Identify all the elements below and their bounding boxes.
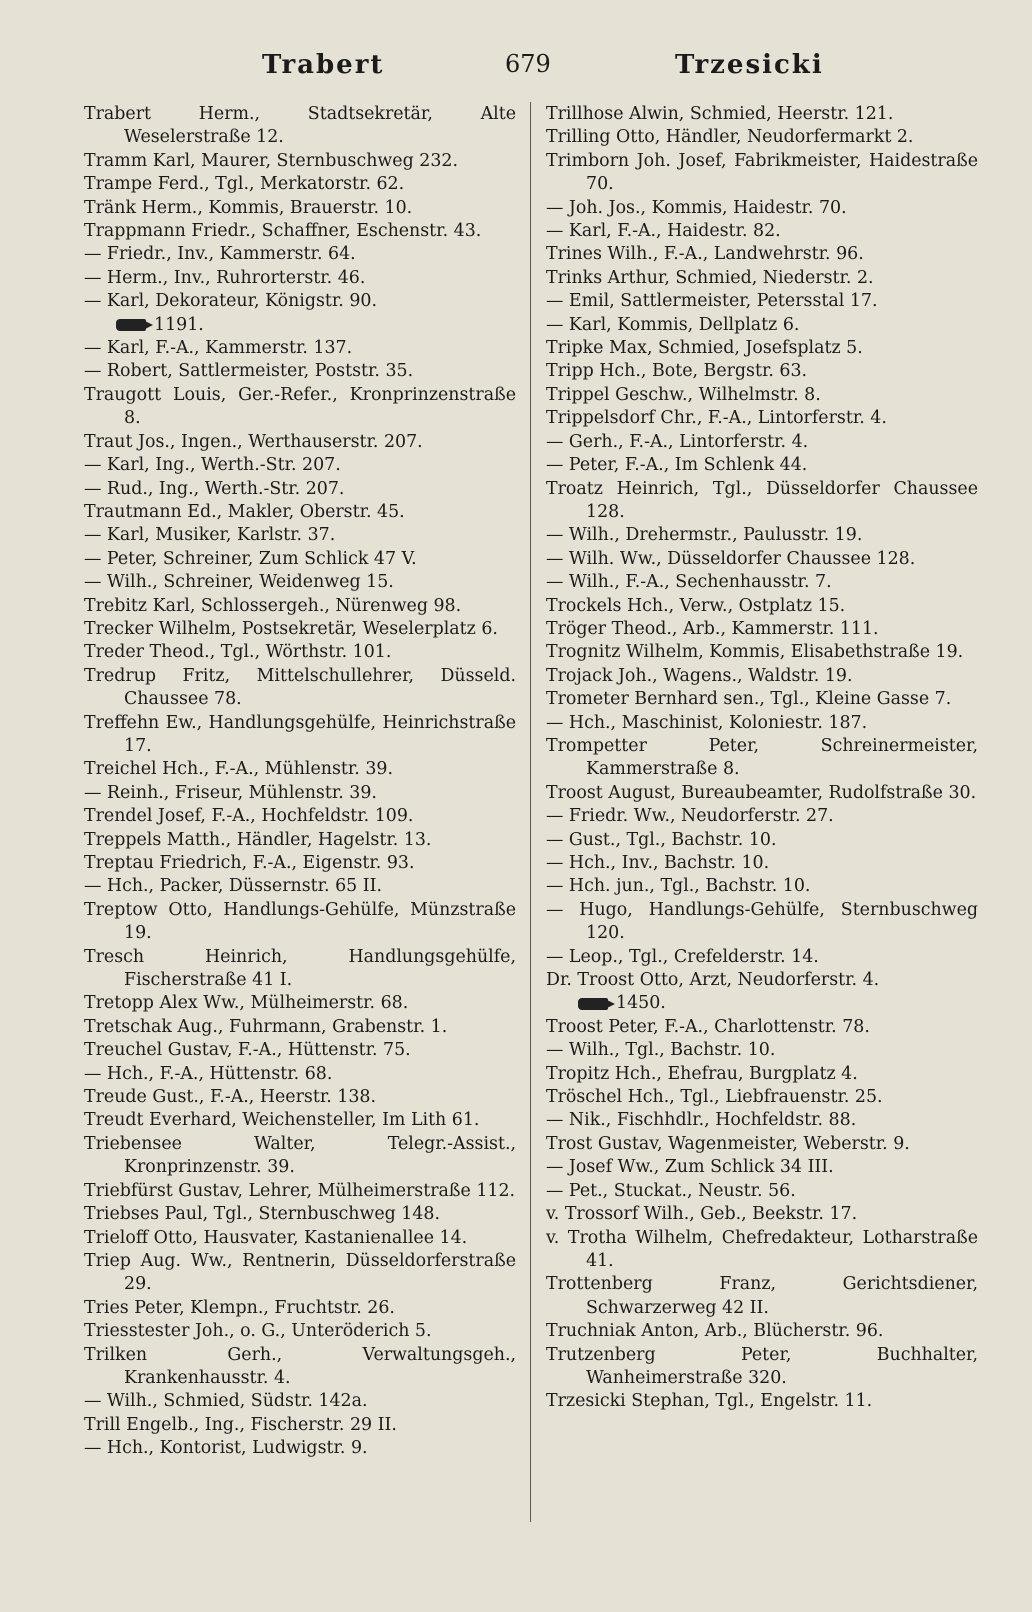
directory-entry (546, 197, 978, 220)
directory-entry (84, 478, 516, 501)
telephone-icon (578, 998, 608, 1010)
entry-text: Trautmann Ed., Makler, Oberstr. 45. (84, 501, 405, 522)
entry-text: Trilling Otto, Händler, Neudorfermarkt 2. (546, 127, 914, 148)
entry-text: — Pet., Stuckat., Neustr. 56. (546, 1180, 796, 1201)
directory-entry (546, 1344, 978, 1391)
directory-entry (546, 1273, 978, 1320)
entry-text: Tripke Max, Schmied, Josefsplatz 5. (546, 338, 863, 359)
directory-entry (84, 1344, 516, 1391)
directory-entry (546, 992, 978, 1015)
entry-text: — Wilh. Ww., Düsseldorfer Chaussee 128. (546, 548, 916, 569)
directory-entry (84, 173, 516, 196)
directory-entry (546, 899, 978, 946)
directory-entry (84, 1297, 516, 1320)
entry-text: Tropitz Hch., Ehefrau, Burgplatz 4. (546, 1063, 858, 1084)
directory-entry (546, 875, 978, 898)
entry-text: — Robert, Sattlermeister, Poststr. 35. (84, 361, 414, 382)
entry-text: Treffehn Ew., Handlungsgehülfe, Heinrichstraße 17. (84, 712, 516, 756)
directory-entry (84, 501, 516, 524)
directory-entry (84, 243, 516, 266)
directory-entry (84, 1086, 516, 1109)
directory-entry (546, 314, 978, 337)
directory-entry (546, 407, 978, 430)
directory-entry (546, 618, 978, 641)
entry-text: Tränk Herm., Kommis, Brauerstr. 10. (84, 197, 413, 218)
directory-entry (546, 1320, 978, 1343)
directory-entry (546, 243, 978, 266)
entry-text: Tramm Karl, Maurer, Sternbuschweg 232. (84, 150, 458, 171)
entry-text: — Hch., F.-A., Hüttenstr. 68. (84, 1063, 333, 1084)
directory-entry (84, 431, 516, 454)
directory-entry (84, 1133, 516, 1180)
directory-entry (84, 150, 516, 173)
entry-text: Trippelsdorf Chr., F.-A., Lintorferstr. 4. (546, 408, 887, 429)
directory-entry (546, 267, 978, 290)
entry-text: — Herm., Inv., Ruhrorterstr. 46. (84, 267, 366, 288)
directory-entry (84, 360, 516, 383)
directory-entry (84, 829, 516, 852)
entry-text: Trendel Josef, F.-A., Hochfeldstr. 109. (84, 806, 414, 827)
entry-text: Tredrup Fritz, Mittelschullehrer, Düsseld. Chaussee 78. (84, 665, 516, 710)
directory-entry (84, 103, 516, 150)
entry-text: Trojack Joh., Wagens., Waldstr. 19. (546, 665, 853, 686)
entry-text: Tretschak Aug., Fuhrmann, Grabenstr. 1. (84, 1016, 448, 1037)
entry-text: — Leop., Tgl., Crefelderstr. 14. (546, 946, 819, 967)
entry-text: Triebfürst Gustav, Lehrer, Mülheimerstraße 112. (84, 1180, 516, 1201)
directory-entry (546, 384, 978, 407)
entry-text: — Karl, F.-A., Kammerstr. 137. (84, 338, 353, 359)
entry-text: Trampe Ferd., Tgl., Merkatorstr. 62. (84, 174, 405, 195)
directory-entry (84, 267, 516, 290)
entry-text: 1450. (616, 993, 666, 1014)
directory-entry (546, 220, 978, 243)
directory-entry (546, 1180, 978, 1203)
directory-entry (546, 805, 978, 828)
entry-text: Traut Jos., Ingen., Werthauserstr. 207. (84, 431, 423, 452)
entry-text: — Hch. jun., Tgl., Bachstr. 10. (546, 876, 811, 897)
directory-entry (84, 1390, 516, 1413)
entry-text: Trilken Gerh., Verwaltungsgeh., Krankenhausstr. 4. (84, 1344, 516, 1388)
directory-entry (84, 220, 516, 243)
directory-entry (546, 1016, 978, 1039)
entry-text: — Reinh., Friseur, Mühlenstr. 39. (84, 782, 377, 803)
entry-text: — Wilh., Schmied, Südstr. 142a. (84, 1391, 368, 1412)
directory-entry (546, 1039, 978, 1062)
directory-entry (546, 548, 978, 571)
entry-text: — Nik., Fischhdlr., Hochfeldstr. 88. (546, 1110, 857, 1131)
entry-text: Truchniak Anton, Arb., Blücherstr. 96. (546, 1321, 884, 1342)
directory-entry (546, 478, 978, 525)
entry-text: Trometer Bernhard sen., Tgl., Kleine Gasse 7. (546, 689, 952, 710)
entry-text: Tries Peter, Klempn., Fruchtstr. 26. (84, 1297, 395, 1318)
entry-text: Trutzenberg Peter, Buchhalter, Wanheimerstraße 320. (546, 1344, 978, 1388)
directory-entry (546, 1109, 978, 1132)
directory-entry (84, 1016, 516, 1039)
entry-text: — Hch., Packer, Düssernstr. 65 II. (84, 876, 383, 897)
directory-entry (84, 1320, 516, 1343)
directory-entry (546, 712, 978, 735)
entry-text: — Gerh., F.-A., Lintorferstr. 4. (546, 431, 809, 452)
entry-text: Trottenberg Franz, Gerichtsdiener, Schwarzerweg 42 II. (546, 1274, 978, 1318)
entry-text: Treppels Matth., Händler, Hagelstr. 13. (84, 829, 432, 850)
directory-entry (84, 805, 516, 828)
directory-entry (84, 1109, 516, 1132)
entry-text: — Friedr., Inv., Kammerstr. 64. (84, 244, 356, 265)
entry-text: 1191. (154, 314, 204, 335)
directory-entry (84, 454, 516, 477)
directory-entry (84, 1203, 516, 1226)
directory-entry (546, 641, 978, 664)
right-column (546, 103, 978, 1414)
entry-text: Trebitz Karl, Schlossergeh., Nürenweg 98. (84, 595, 462, 616)
entry-text: Trill Engelb., Ing., Fischerstr. 29 II. (84, 1414, 397, 1435)
directory-entry (546, 665, 978, 688)
entry-text: — Josef Ww., Zum Schlick 34 III. (546, 1157, 834, 1178)
entry-text: — Wilh., Schreiner, Weidenweg 15. (84, 572, 394, 593)
entry-text: Tripp Hch., Bote, Bergstr. 63. (546, 361, 808, 382)
directory-entry (84, 337, 516, 360)
directory-entry (84, 758, 516, 781)
entry-text: — Wilh., F.-A., Sechenhausstr. 7. (546, 572, 832, 593)
entry-text: — Hugo, Handlungs-Gehülfe, Sternbuschweg 120. (546, 899, 978, 944)
directory-entry (84, 384, 516, 431)
directory-entry (84, 992, 516, 1015)
directory-entry (84, 314, 516, 337)
entry-text: Triesstester Joh., o. G., Unteröderich 5. (84, 1321, 432, 1342)
entry-text: Treudt Everhard, Weichensteller, Im Lith 61. (84, 1110, 480, 1131)
entry-text: v. Trossorf Wilh., Geb., Beekstr. 17. (546, 1204, 858, 1225)
entry-text: Trost Gustav, Wagenmeister, Weberstr. 9. (546, 1133, 910, 1154)
directory-entry (84, 548, 516, 571)
entry-text: — Rud., Ing., Werth.-Str. 207. (84, 478, 345, 499)
directory-entry (546, 431, 978, 454)
entry-text: Troost Peter, F.-A., Charlottenstr. 78. (546, 1016, 870, 1037)
entry-text: Trzesicki Stephan, Tgl., Engelstr. 11. (546, 1391, 873, 1412)
entry-text: Triebses Paul, Tgl., Sternbuschweg 148. (84, 1204, 441, 1225)
entry-text: — Gust., Tgl., Bachstr. 10. (546, 829, 777, 850)
entry-text: Tröschel Hch., Tgl., Liebfrauenstr. 25. (546, 1087, 883, 1108)
column-divider (530, 102, 531, 1522)
entry-text: Trillhose Alwin, Schmied, Heerstr. 121. (546, 104, 894, 124)
directory-entry (546, 1133, 978, 1156)
entry-text: Trimborn Joh. Josef, Fabrikmeister, Haidestraße 70. (546, 150, 978, 195)
entry-text: — Wilh., Drehermstr., Paulusstr. 19. (546, 525, 863, 546)
entry-text: Trappmann Friedr., Schaffner, Eschenstr. 43. (84, 221, 482, 242)
entry-text: Troatz Heinrich, Tgl., Düsseldorfer Chaussee 128. (546, 478, 978, 522)
directory-entry (546, 969, 978, 992)
directory-entry (546, 688, 978, 711)
directory-entry (84, 852, 516, 875)
directory-entry (546, 126, 978, 149)
entry-text: Triebensee Walter, Telegr.-Assist., Kronprinzenstr. 39. (84, 1133, 516, 1178)
directory-entry (84, 1414, 516, 1437)
directory-entry (546, 150, 978, 197)
entry-text: — Karl, Dekorateur, Königstr. 90. (84, 291, 377, 312)
directory-entry (84, 712, 516, 759)
entry-text: v. Trotha Wilhelm, Chefredakteur, Lotharstraße 41. (546, 1227, 978, 1271)
telephone-icon (116, 319, 146, 331)
entry-text: Treptow Otto, Handlungs-Gehülfe, Münzstraße 19. (84, 899, 516, 944)
entry-text: Treptau Friedrich, F.-A., Eigenstr. 93. (84, 853, 415, 873)
entry-text: Triep Aug. Ww., Rentnerin, Düsseldorferstraße 29. (84, 1250, 516, 1295)
entry-text: Trines Wilh., F.-A., Landwehrstr. 96. (546, 244, 864, 265)
entry-text: Trecker Wilhelm, Postsekretär, Weselerplatz 6. (84, 618, 498, 639)
directory-entry (84, 595, 516, 618)
directory-entry (84, 1250, 516, 1297)
entry-text: Trieloff Otto, Hausvater, Kastanienallee 14. (84, 1227, 468, 1248)
entry-text: — Hch., Kontorist, Ludwigstr. 9. (84, 1438, 368, 1459)
directory-entry (546, 1390, 978, 1413)
entry-text: Treder Theod., Tgl., Wörthstr. 101. (84, 642, 392, 663)
directory-entry (84, 899, 516, 946)
directory-entry (84, 571, 516, 594)
entry-text: — Joh. Jos., Kommis, Haidestr. 70. (546, 197, 847, 218)
directory-entry (84, 1063, 516, 1086)
entry-text: Dr. Troost Otto, Arzt, Neudorferstr. 4. (546, 970, 880, 991)
left-column (84, 103, 516, 1461)
entry-text: — Karl, Musiker, Karlstr. 37. (84, 525, 336, 546)
directory-entry (546, 595, 978, 618)
entry-text: Traugott Louis, Ger.-Refer., Kronprinzenstraße 8. (84, 384, 516, 429)
entry-text: — Hch., Maschinist, Koloniestr. 187. (546, 712, 868, 733)
directory-entry (546, 360, 978, 383)
entry-text: Treude Gust., F.-A., Heerstr. 138. (84, 1087, 377, 1108)
directory-entry (546, 290, 978, 313)
entry-text: Trinks Arthur, Schmied, Niederstr. 2. (546, 267, 874, 288)
directory-entry (546, 454, 978, 477)
directory-entry (546, 1156, 978, 1179)
directory-entry (84, 641, 516, 664)
entry-text: — Peter, Schreiner, Zum Schlick 47 V. (84, 548, 417, 569)
entry-text: Tröger Theod., Arb., Kammerstr. 111. (546, 618, 879, 639)
directory-entry (84, 1039, 516, 1062)
directory-entry (546, 829, 978, 852)
directory-entry (84, 665, 516, 712)
entry-text: — Wilh., Tgl., Bachstr. 10. (546, 1040, 776, 1061)
entry-text: — Karl, Kommis, Dellplatz 6. (546, 314, 800, 335)
directory-entry (546, 1086, 978, 1109)
entry-text: Tretopp Alex Ww., Mülheimerstr. 68. (84, 993, 409, 1014)
directory-entry (546, 103, 978, 126)
entry-text: — Peter, F.-A., Im Schlenk 44. (546, 455, 808, 476)
directory-entry (546, 337, 978, 360)
directory-entry (84, 197, 516, 220)
entry-text: Trompetter Peter, Schreinermeister, Kammerstraße 8. (546, 735, 978, 780)
entry-text: Troost August, Bureaubeamter, Rudolfstraße 30. (546, 782, 977, 803)
directory-entry (84, 618, 516, 641)
entry-text: Treuchel Gustav, F.-A., Hüttenstr. 75. (84, 1040, 411, 1061)
directory-entry (546, 782, 978, 805)
directory-entry (546, 571, 978, 594)
directory-entry (84, 290, 516, 313)
directory-entry (546, 946, 978, 969)
running-head-left: Trabert (262, 50, 385, 80)
directory-entry (84, 524, 516, 547)
entry-text: Trabert Herm., Stadtsekretär, Alte Weselerstraße 12. (84, 104, 516, 148)
running-head-right: Trzesicki (675, 50, 824, 80)
entry-text: — Karl, Ing., Werth.-Str. 207. (84, 455, 341, 476)
entry-text: Trognitz Wilhelm, Kommis, Elisabethstraße 19. (546, 642, 964, 663)
directory-entry (546, 1227, 978, 1274)
directory-entry (546, 735, 978, 782)
directory-entry (546, 1203, 978, 1226)
directory-entry (546, 1063, 978, 1086)
entry-text: — Hch., Inv., Bachstr. 10. (546, 853, 770, 873)
entry-text: Treichel Hch., F.-A., Mühlenstr. 39. (84, 759, 393, 780)
directory-entry (84, 1180, 516, 1203)
entry-text: — Karl, F.-A., Haidestr. 82. (546, 221, 781, 242)
directory-entry (84, 1227, 516, 1250)
page-number: 679 (505, 50, 551, 78)
directory-entry (546, 524, 978, 547)
directory-entry (84, 1437, 516, 1460)
directory-entry (84, 946, 516, 993)
directory-entry (84, 875, 516, 898)
directory-entry (84, 782, 516, 805)
entry-text: Tresch Heinrich, Handlungsgehülfe, Fischerstraße 41 I. (84, 946, 516, 991)
entry-text: Trippel Geschw., Wilhelmstr. 8. (546, 384, 821, 405)
entry-text: — Friedr. Ww., Neudorferstr. 27. (546, 806, 834, 827)
directory-entry (546, 852, 978, 875)
entry-text: — Emil, Sattlermeister, Petersstal 17. (546, 291, 878, 312)
entry-text: Trockels Hch., Verw., Ostplatz 15. (546, 595, 846, 616)
